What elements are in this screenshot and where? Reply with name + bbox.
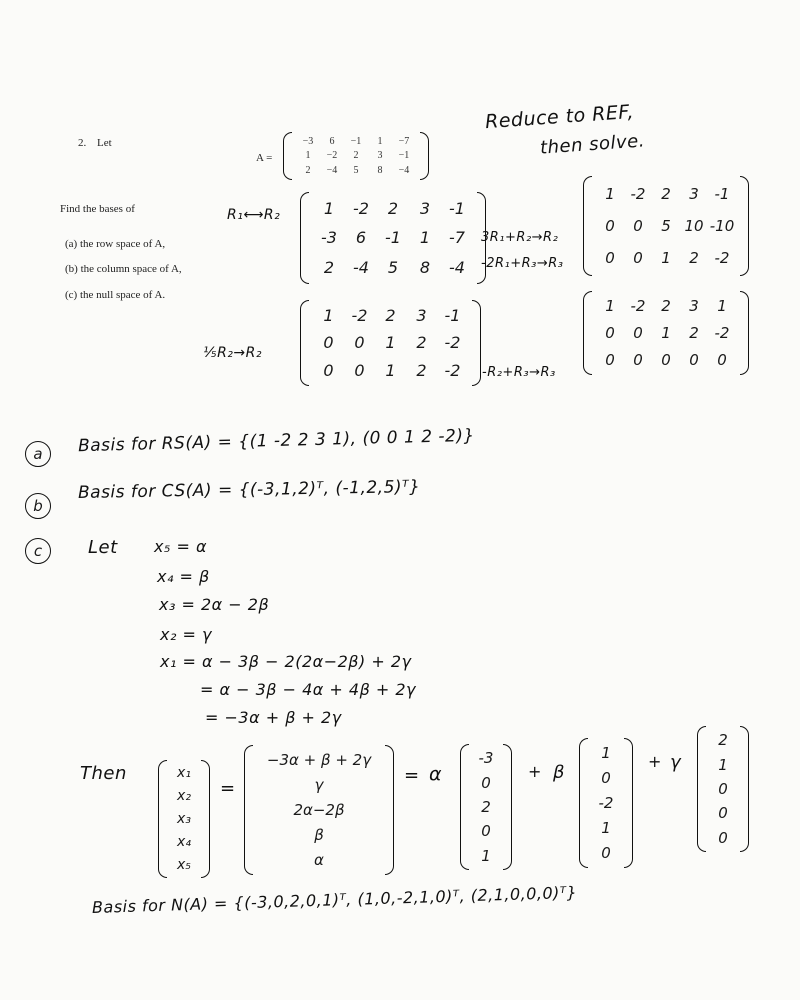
matrix-cell: -2 [714, 323, 730, 342]
then-label: Then [80, 763, 127, 784]
vector-entry: 0 [718, 779, 728, 798]
matrix-a-cell: 2 [353, 150, 359, 162]
matrix-cell: 0 [633, 217, 643, 235]
matrix-cell: 5 [661, 217, 671, 235]
matrix-a-cell: 1 [305, 150, 311, 162]
plus-sign-1: + [528, 762, 542, 781]
vector-entry: α [314, 851, 324, 870]
matrix-cell: 0 [605, 323, 615, 342]
matrix-cell: -3 [321, 228, 337, 248]
matrix-cell: -1 [449, 199, 465, 219]
vector-entry: -3 [478, 749, 494, 768]
matrix-cell: 0 [354, 333, 365, 353]
row-op-3: ⅕R₂→R₂ [203, 345, 262, 361]
matrix-a-cell: 5 [353, 165, 359, 177]
matrix-cell: 0 [633, 323, 643, 342]
answer-a-text: Basis for RS(A) = {(1 -2 2 3 1), (0 0 1 2 -2)} [77, 425, 476, 457]
matrix-cell: 2 [689, 323, 699, 342]
answer-b-marker: b [25, 493, 51, 519]
equals-sign-2: = [404, 765, 420, 786]
eq-x2: x₂ = γ [160, 625, 212, 644]
matrix-cell: -2 [630, 185, 646, 203]
answer-b-text: Basis for CS(A) = {(-3,1,2)ᵀ, (-1,2,5)ᵀ} [77, 477, 421, 503]
vector-entry: 1 [601, 743, 611, 762]
matrix-step-4 [583, 291, 749, 375]
gamma-vector [697, 726, 749, 852]
vector-entry: 2 [718, 731, 728, 750]
matrix-cell: 1 [661, 249, 671, 267]
matrix-cell: -2 [351, 306, 368, 326]
matrix-a-cell: −1 [350, 135, 362, 147]
part-a-text: (a) the row space of A, [65, 238, 166, 250]
x-vector [158, 760, 210, 878]
matrix-cell: 0 [689, 350, 699, 369]
matrix-cell: 1 [605, 297, 615, 316]
beta-vector [579, 738, 633, 868]
matrix-cell: 0 [605, 217, 615, 235]
matrix-step-1 [300, 192, 486, 284]
matrix-cell: 2 [661, 297, 671, 316]
null-space-basis: Basis for N(A) = {(-3,0,2,0,1)ᵀ, (1,0,-2,1,0)ᵀ, (2,1,0,0,0)ᵀ} [91, 882, 578, 917]
answer-c-marker: c [25, 538, 51, 564]
matrix-cell: 2 [416, 333, 427, 353]
matrix-cell: -2 [444, 360, 461, 380]
equals-sign: = [220, 778, 236, 799]
vector-entry: 0 [481, 822, 491, 841]
matrix-cell: -2 [444, 333, 461, 353]
vector-entry: 0 [601, 768, 611, 787]
find-bases-text: Find the bases of [60, 203, 135, 215]
coef-gamma: γ [670, 752, 682, 773]
vector-entry: x₂ [177, 788, 191, 805]
matrix-cell: 2 [385, 306, 396, 326]
matrix-cell: 0 [354, 360, 365, 380]
note-line-2: then solve. [539, 130, 646, 159]
vector-entry: 0 [481, 773, 491, 792]
matrix-cell: -1 [385, 228, 401, 248]
matrix-cell: 2 [661, 185, 671, 203]
matrix-cell: -2 [630, 297, 646, 316]
vector-entry: 1 [718, 755, 728, 774]
plus-sign-2: + [648, 752, 662, 771]
vector-entry: −3α + β + 2γ [266, 750, 372, 769]
part-c-text: (c) the null space of A. [65, 289, 166, 301]
problem-number: 2. [78, 137, 87, 149]
matrix-cell: 0 [605, 350, 615, 369]
vector-entry: 0 [718, 828, 728, 847]
eq-x5: x₅ = α [154, 537, 208, 556]
matrix-cell: 0 [717, 350, 727, 369]
answer-c-let: Let [88, 537, 118, 558]
matrix-cell: 0 [633, 249, 643, 267]
matrix-cell: 2 [689, 249, 699, 267]
matrix-step-2 [583, 176, 749, 276]
matrix-a-cell: −2 [326, 150, 338, 162]
matrix-cell: 6 [355, 228, 367, 248]
matrix-cell: -2 [353, 199, 369, 219]
matrix-cell: -7 [449, 228, 465, 248]
alpha-vector [460, 744, 512, 870]
matrix-cell: 0 [633, 350, 643, 369]
row-op-2a: 3R₁+R₂→R₂ [481, 230, 559, 245]
matrix-cell: 1 [717, 297, 727, 316]
vector-entry: x₅ [177, 856, 191, 873]
coef-alpha: α [429, 763, 443, 785]
matrix-a-cell: −7 [398, 135, 410, 147]
matrix-cell: -10 [709, 217, 735, 235]
matrix-a-cell: −4 [326, 165, 338, 177]
matrix-cell: 0 [323, 360, 334, 380]
matrix-cell: -2 [714, 249, 730, 267]
matrix-cell: 3 [416, 306, 427, 326]
matrix-a-cell: −3 [302, 135, 314, 147]
row-op-2b: -2R₁+R₃→R₃ [481, 256, 564, 271]
eq-x3: x₃ = 2α − 2β [159, 595, 270, 614]
solution-vector [244, 745, 394, 875]
vector-entry: γ [314, 775, 324, 794]
matrix-a-cell: 1 [377, 135, 383, 147]
problem-let: Let [97, 137, 112, 149]
part-b-text: (b) the column space of A, [65, 263, 182, 275]
vector-entry: β [314, 826, 324, 845]
vector-entry: 0 [601, 844, 611, 863]
matrix-a [283, 132, 429, 180]
matrix-cell: -1 [714, 185, 730, 203]
matrix-cell: -1 [444, 306, 461, 326]
matrix-cell: 10 [684, 217, 704, 235]
matrix-a-cell: 2 [305, 165, 311, 177]
vector-entry: 1 [481, 846, 491, 865]
row-op-swap: R₁⟷R₂ [227, 207, 281, 223]
matrix-a-cell: 3 [377, 150, 383, 162]
matrix-a-cell: 8 [377, 165, 383, 177]
matrix-cell: 3 [689, 185, 699, 203]
matrix-step-3 [300, 300, 481, 386]
matrix-a-cell: 6 [329, 135, 335, 147]
matrix-cell: 2 [387, 199, 399, 219]
eq-x4: x₄ = β [157, 567, 210, 586]
vector-entry: x₃ [177, 810, 191, 827]
matrix-cell: 5 [387, 257, 399, 277]
eq-x1-simplified: = −3α + β + 2γ [205, 708, 342, 727]
matrix-cell: 2 [323, 257, 335, 277]
vector-entry: 2α−2β [293, 800, 345, 819]
vector-entry: 1 [601, 819, 611, 838]
row-op-4: -R₂+R₃→R₃ [482, 365, 556, 380]
matrix-a-cell: −4 [398, 165, 410, 177]
matrix-cell: 1 [605, 185, 615, 203]
eq-x1-expand: = α − 3β − 4α + 4β + 2γ [200, 680, 417, 699]
answer-a-marker: a [25, 441, 51, 467]
matrix-cell: -4 [353, 257, 369, 277]
matrix-cell: 0 [323, 333, 334, 353]
note-line-1: Reduce to REF, [484, 100, 635, 134]
matrix-cell: 2 [416, 360, 427, 380]
matrix-cell: 8 [419, 257, 431, 277]
matrix-cell: 1 [385, 360, 396, 380]
matrix-a-cell: −1 [398, 150, 410, 162]
matrix-cell: 1 [661, 323, 671, 342]
matrix-cell: 3 [419, 199, 431, 219]
vector-entry: 2 [481, 797, 491, 816]
vector-entry: -2 [598, 793, 614, 812]
coef-beta: β [553, 762, 565, 783]
eq-x1: x₁ = α − 3β − 2(2α−2β) + 2γ [160, 652, 412, 671]
matrix-cell: 1 [385, 333, 396, 353]
matrix-cell: 1 [323, 199, 335, 219]
matrix-cell: 1 [419, 228, 431, 248]
matrix-cell: 0 [661, 350, 671, 369]
matrix-cell: 0 [605, 249, 615, 267]
vector-entry: 0 [718, 804, 728, 823]
matrix-cell: 3 [689, 297, 699, 316]
vector-entry: x₁ [177, 765, 191, 782]
matrix-cell: -4 [449, 257, 465, 277]
matrix-a-label: A = [256, 152, 273, 164]
vector-entry: x₄ [177, 833, 191, 850]
matrix-cell: 1 [323, 306, 334, 326]
